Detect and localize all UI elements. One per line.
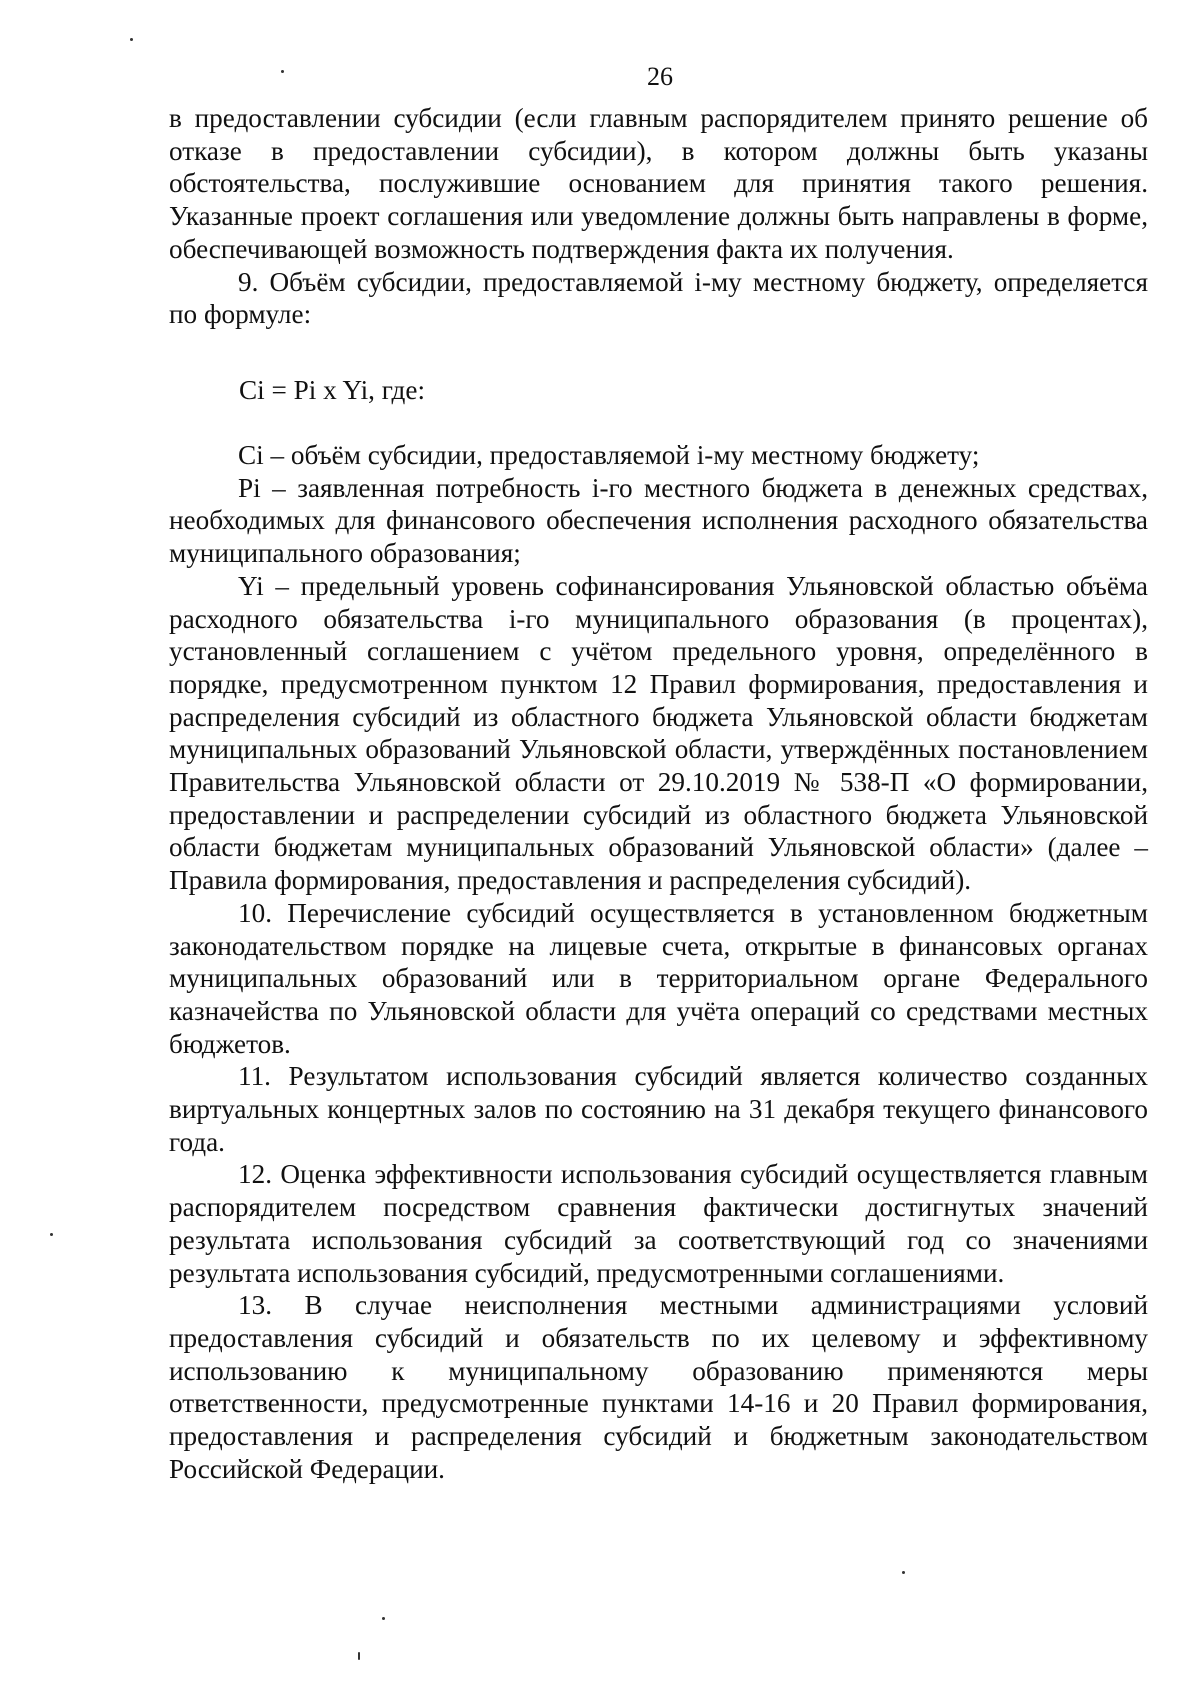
formula: Ci = Pi x Yi, где: bbox=[239, 375, 425, 405]
paragraph-item-12: 12. Оценка эффективности использования субсидий осуществляется главным распорядителем посредством сравнения фактически достигнутых значений результата использования субсидий за соответствующий год со значениями результата использования субсидий, предусмотренными соглашениями. bbox=[169, 1159, 1148, 1288]
definition-yi: Yi – предельный уровень софинансирования Ульяновской областью объёма расходного обязательства i-го муниципального образования (в процентах), установленный соглашением с учётом предельного уровня, определённого в порядке, предусмотренном пунктом 12 Правил формирования, предоставления и распределения субсидий из областного бюджета Ульяновской области бюджетам муниципальных образований Ульяновской области, утверждённых постановлением Правительства Ульяновской области от 29.10.2019 № 538-П «О формировании, предоставлении и распределении субсидий из областного бюджета Ульяновской области бюджетам муниципальных образований Ульяновской области» (далее – Правила формирования, предоставления и распределения субсидий). bbox=[169, 570, 1148, 896]
scan-speck bbox=[358, 1652, 360, 1660]
definitions-section bbox=[169, 439, 1148, 1486]
paragraph-item-13: 13. В случае неисполнения местными администрациями условий предоставления субсидий и обязательств по их целевому и эффективному использованию к муниципальному образованию применяются меры ответственности, предусмотренные пунктами 14-16 и 20 Правил формирования, предоставления и распределения субсидий и бюджетным законодательством Российской Федерации. bbox=[169, 1290, 1148, 1484]
paragraph-item-10: 10. Перечисление субсидий осуществляется в установленном бюджетным законодательством порядке на лицевые счета, открытые в финансовых органах муниципальных образований или в территориальном органе Федерального казначейства по Ульяновской области для учёта операций со средствами местных бюджетов. bbox=[169, 897, 1148, 1059]
paragraph-item-9: 9. Объём субсидии, предоставляемой i-му местному бюджету, определяется по формуле: bbox=[169, 266, 1148, 330]
scan-speck bbox=[50, 1233, 53, 1236]
definition-ci: Ci – объём субсидии, предоставляемой i-му местному бюджету; bbox=[238, 440, 980, 470]
paragraph-continuation: в предоставлении субсидии (если главным распорядителем принято решение об отказе в предоставлении субсидии), в котором должны быть указаны обстоятельства, послужившие основанием для принятия такого решения. Указанные проект соглашения или уведомление должны быть направлены в форме, обеспечивающей возможность подтверждения факта их получения. bbox=[169, 103, 1148, 264]
page-number: 26 bbox=[647, 62, 673, 91]
scan-speck bbox=[130, 38, 133, 41]
scan-speck bbox=[902, 1571, 905, 1574]
paragraph-item-11: 11. Результатом использования субсидий является количество созданных виртуальных концертных залов по состоянию на 31 декабря текущего финансового года. bbox=[169, 1061, 1148, 1157]
scan-speck bbox=[382, 1617, 385, 1620]
scan-speck bbox=[281, 70, 284, 73]
intro-section bbox=[169, 102, 1148, 331]
definition-pi: Pi – заявленная потребность i-го местного бюджета в денежных средствах, необходимых для финансового обеспечения исполнения расходного обязательства муниципального образования; bbox=[169, 472, 1148, 569]
